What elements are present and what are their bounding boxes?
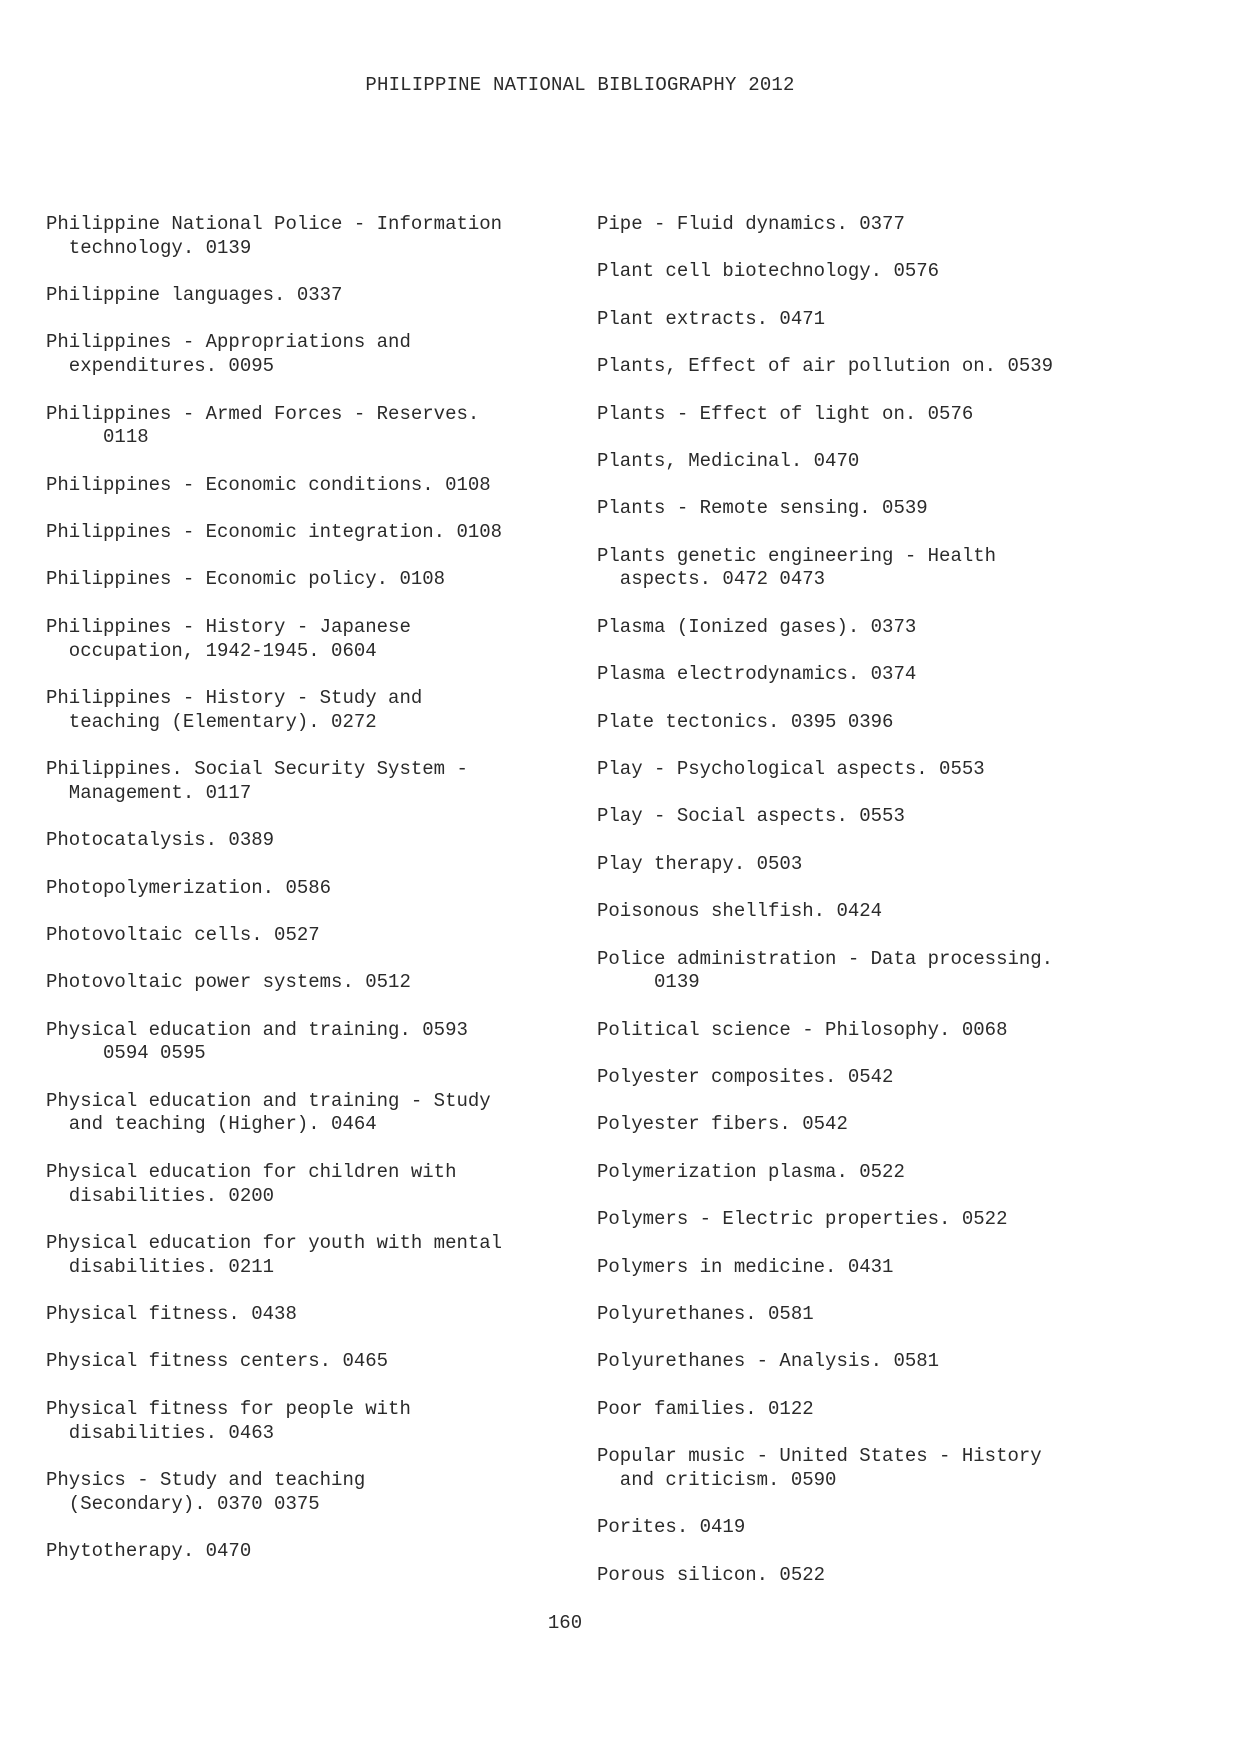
index-entry: Philippines - Armed Forces - Reserves. 0118 [46,402,480,449]
index-entry: Plants - Remote sensing. 0539 [597,497,928,520]
index-entry: Polymers - Electric properties. 0522 [597,1208,1008,1231]
index-entry: Plants, Medicinal. 0470 [597,449,860,472]
index-entry: Physical fitness. 0438 [46,1303,297,1326]
index-entry: Philippines - Economic integration. 0108 [46,521,503,544]
index-entry: Polyester composites. 0542 [597,1066,894,1089]
index-column-right [597,213,1157,1611]
index-entry: Physics - Study and teaching (Secondary). 0370 0375 [46,1468,366,1515]
index-entry: Plants genetic engineering - Health aspects. 0472 0473 [597,544,997,591]
index-entry: Physical fitness centers. 0465 [46,1350,389,1373]
index-entry: Philippines - Appropriations and expenditures. 0095 [46,331,411,378]
index-entry: Polymerization plasma. 0522 [597,1160,905,1183]
index-entry: Porites. 0419 [597,1516,746,1539]
index-entry: Phytotherapy. 0470 [46,1540,252,1563]
index-entry: Plants, Effect of air pollution on. 0539 [597,355,1054,378]
index-entry: Philippines - History - Japanese occupation, 1942-1945. 0604 [46,615,411,662]
index-entry: Physical education for children with disabilities. 0200 [46,1160,457,1207]
index-entry: Polymers in medicine. 0431 [597,1255,894,1278]
index-entry: Plants - Effect of light on. 0576 [597,402,974,425]
index-entry: Physical education for youth with mental disabilities. 0211 [46,1231,503,1278]
index-column-left [46,213,586,1587]
index-entry: Photovoltaic power systems. 0512 [46,971,411,994]
index-entry: Poisonous shellfish. 0424 [597,900,883,923]
index-entry: Police administration - Data processing. 0139 [597,947,1054,994]
page-number: 160 [547,1612,583,1634]
index-entry: Philippines - History - Study and teaching (Elementary). 0272 [46,686,423,733]
index-entry: Photocatalysis. 0389 [46,829,275,852]
index-entry: Plasma electrodynamics. 0374 [597,663,917,686]
index-entry: Philippine National Police - Information technology. 0139 [46,213,503,259]
index-entry: Play - Psychological aspects. 0553 [597,758,985,780]
index-entry: Popular music - United States - History and criticism. 0590 [597,1445,1042,1491]
index-entry: Photopolymerization. 0586 [46,876,332,899]
page-title: PHILIPPINE NATIONAL BIBLIOGRAPHY 2012 [365,74,795,96]
index-entry: Philippines - Economic policy. 0108 [46,568,446,591]
index-entry: Plant extracts. 0471 [597,307,826,330]
index-entry: Polyester fibers. 0542 [597,1113,848,1136]
index-entry: Philippines - Economic conditions. 0108 [46,473,491,496]
index-entry: Pipe - Fluid dynamics. 0377 [597,213,905,235]
index-entry: Poor families. 0122 [597,1397,814,1420]
index-entry: Plate tectonics. 0395 0396 [597,710,894,733]
index-entry: Philippine languages. 0337 [46,284,343,307]
index-entry: Physical education and training. 0593 0594 0595 [46,1018,468,1065]
index-entry: Porous silicon. 0522 [597,1563,826,1586]
index-entry: Play therapy. 0503 [597,852,803,875]
index-entry: Physical education and training - Study and teaching (Higher). 0464 [46,1089,491,1136]
index-entry: Plasma (Ionized gases). 0373 [597,615,917,638]
index-entry: Political science - Philosophy. 0068 [597,1018,1008,1041]
index-entry: Photovoltaic cells. 0527 [46,923,320,946]
index-entry: Physical fitness for people with disabilities. 0463 [46,1397,411,1444]
index-entry: Plant cell biotechnology. 0576 [597,260,940,283]
index-entry: Polyurethanes - Analysis. 0581 [597,1350,940,1373]
index-entry: Polyurethanes. 0581 [597,1303,814,1325]
index-entry: Philippines. Social Security System - Management. 0117 [46,758,468,804]
index-entry: Play - Social aspects. 0553 [597,805,905,828]
